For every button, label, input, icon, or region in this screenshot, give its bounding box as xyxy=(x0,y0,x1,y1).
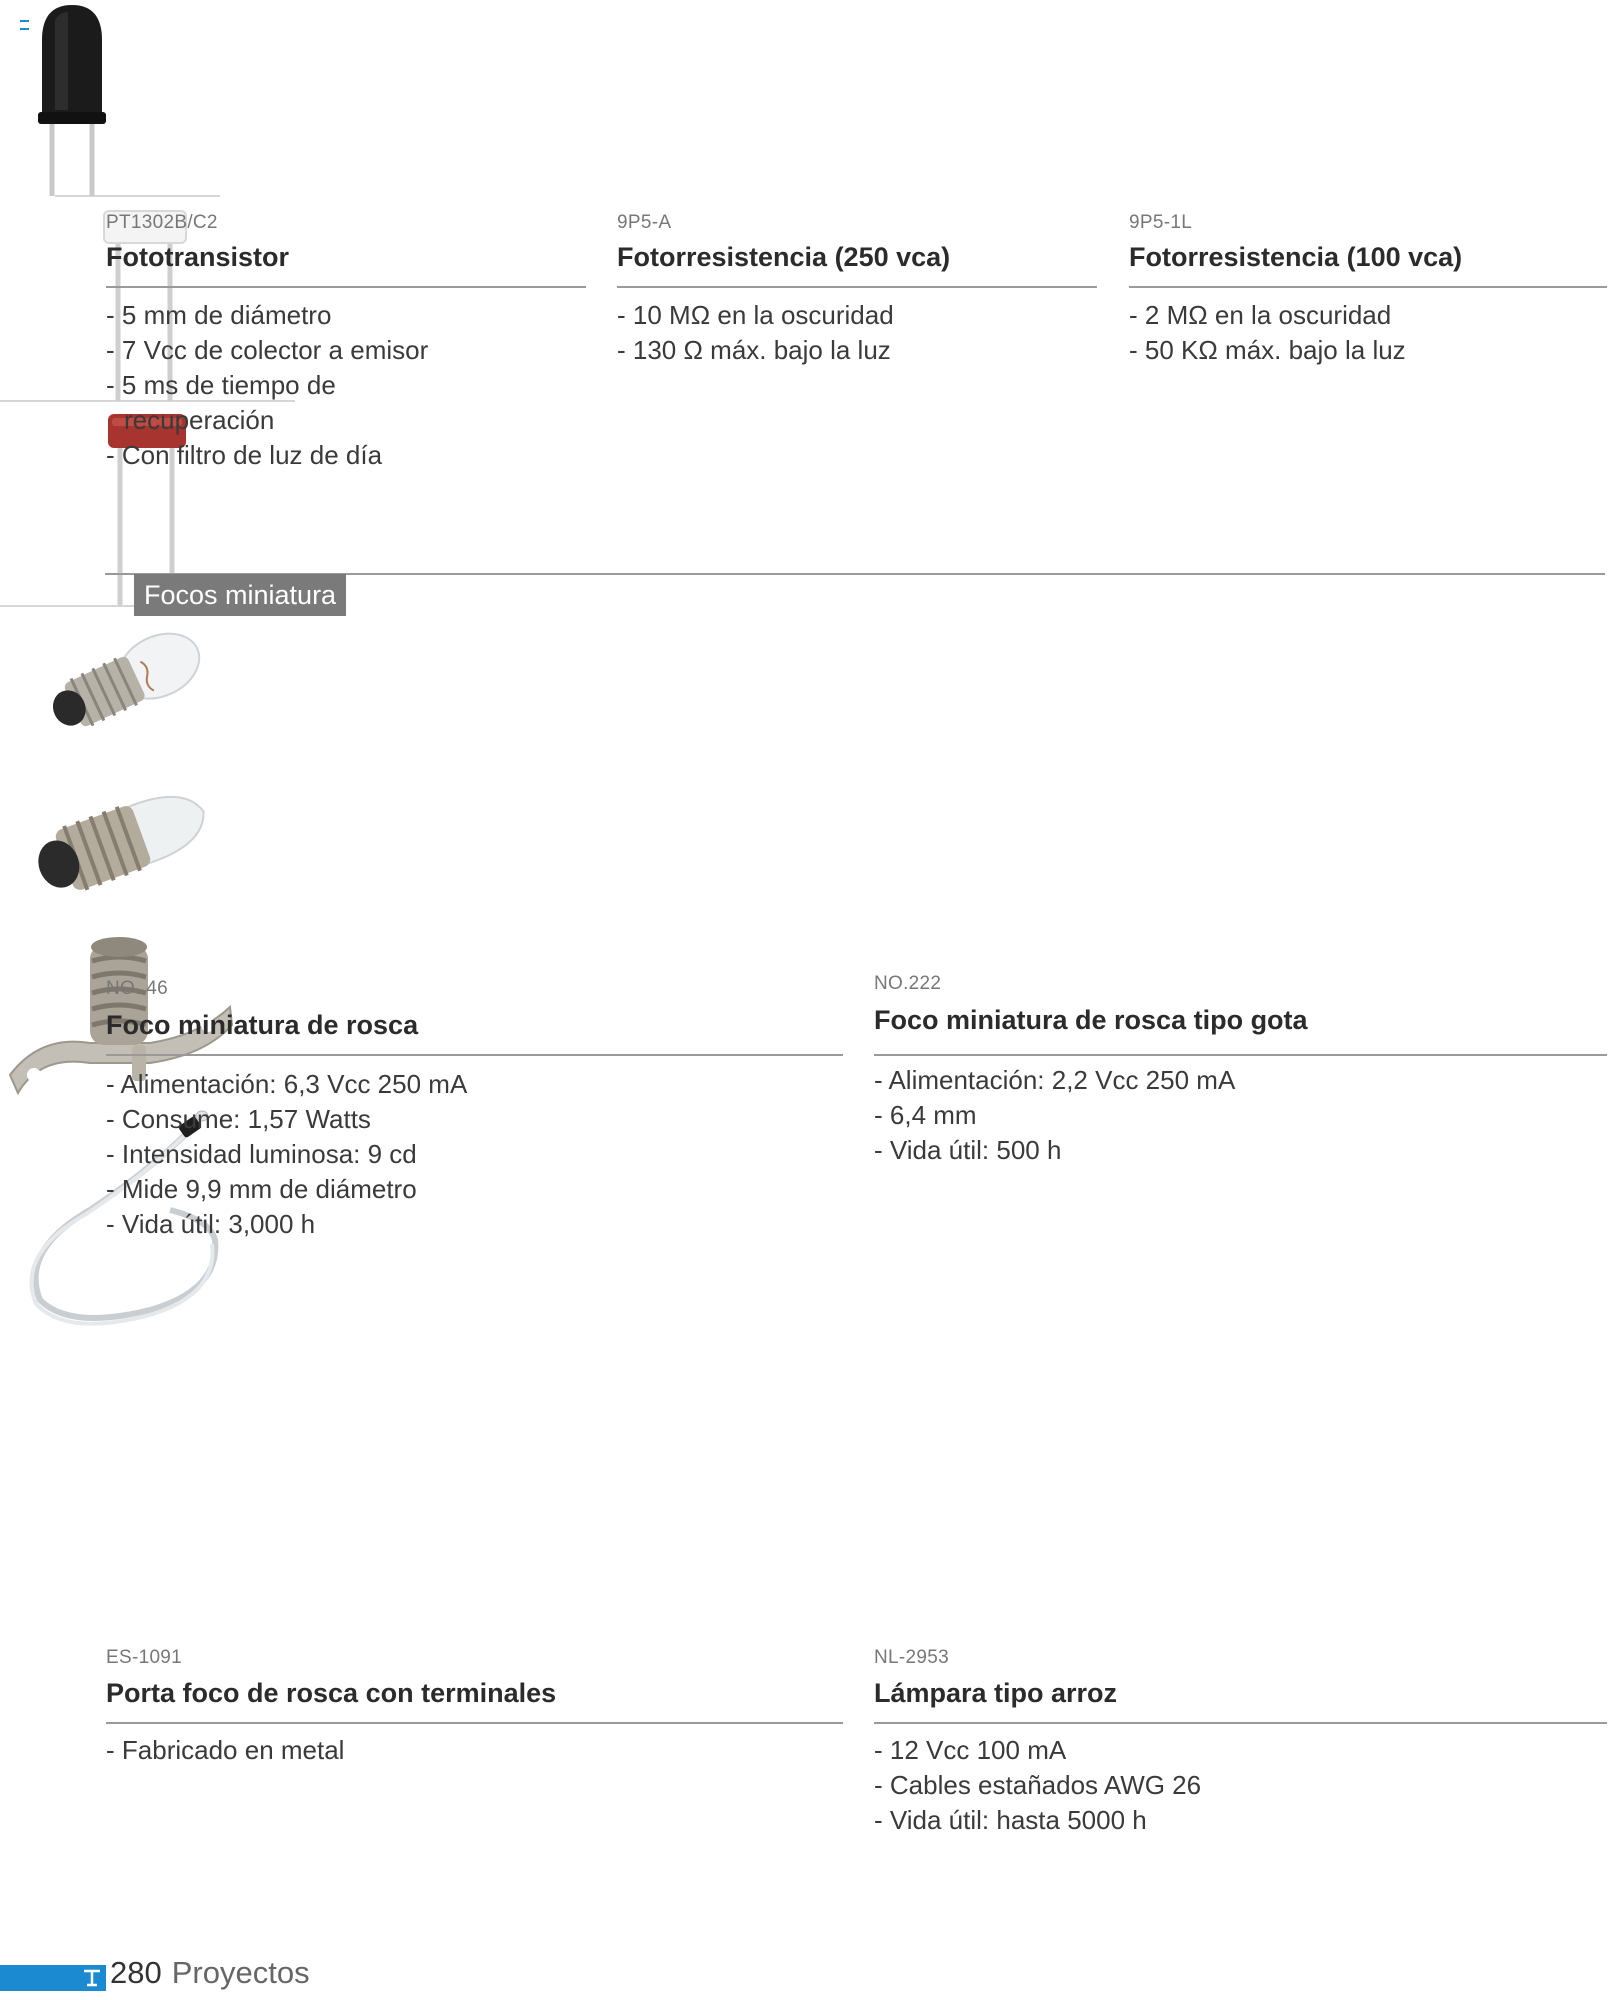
spec-item: - Vida útil: 3,000 h xyxy=(106,1207,706,1242)
spec-item: - 12 Vcc 100 mA xyxy=(874,1733,1474,1768)
spec-item: - 6,4 mm xyxy=(874,1098,1474,1133)
spec-item: - Vida útil: 500 h xyxy=(874,1133,1474,1168)
spec-list xyxy=(1129,298,1589,368)
spec-item: - 7 Vcc de colector a emisor xyxy=(106,333,506,368)
spec-item: - Fabricado en metal xyxy=(106,1733,706,1768)
product-name: Lámpara tipo arroz xyxy=(874,1678,1118,1708)
product-sku: NO. 46 xyxy=(106,978,168,999)
spec-item: - Alimentación: 6,3 Vcc 250 mA xyxy=(106,1067,706,1102)
product-name: Foco miniatura de rosca xyxy=(106,1010,419,1040)
screw-bulb-image xyxy=(0,615,230,765)
spec-item: - Vida útil: hasta 5000 h xyxy=(874,1803,1474,1838)
product-name: Foco miniatura de rosca tipo gota xyxy=(874,1005,1308,1035)
spec-item: - 50 KΩ máx. bajo la luz xyxy=(1129,333,1589,368)
spec-item: - 5 ms de tiempo de recuperación xyxy=(106,368,384,438)
phototransistor-image xyxy=(0,0,230,200)
spec-item: - Mide 9,9 mm de diámetro xyxy=(106,1172,706,1207)
spec-list xyxy=(106,1733,706,1768)
spec-item: - 2 MΩ en la oscuridad xyxy=(1129,298,1589,333)
product-sku: 9P5-1L xyxy=(1129,212,1193,233)
spec-item: - Intensidad luminosa: 9 cd xyxy=(106,1137,706,1172)
product-sku: PT1302B/C2 xyxy=(106,212,218,233)
spec-list xyxy=(106,298,506,473)
spec-list xyxy=(106,1067,706,1242)
divider xyxy=(874,1722,1607,1724)
product-sku: NL-2953 xyxy=(874,1647,949,1668)
spec-item: - Alimentación: 2,2 Vcc 250 mA xyxy=(874,1063,1474,1098)
footer-section-label: Proyectos xyxy=(171,1955,310,1990)
product-sku: ES-1091 xyxy=(106,1647,183,1668)
spec-list xyxy=(874,1063,1474,1168)
divider xyxy=(106,1054,843,1056)
corner-mark xyxy=(20,20,29,30)
tools-icon xyxy=(78,1965,106,1991)
divider xyxy=(874,1054,1607,1056)
spec-item: - 10 MΩ en la oscuridad xyxy=(617,298,1077,333)
divider xyxy=(106,1722,843,1724)
spec-item: - Cables estañados AWG 26 xyxy=(874,1768,1474,1803)
page-number: 280 xyxy=(110,1955,162,1990)
product-name: Fotorresistencia (250 vca) xyxy=(617,242,951,272)
footer-accent-bar xyxy=(0,1965,82,1991)
section-title: Focos miniatura xyxy=(134,574,346,616)
product-name: Fotorresistencia (100 vca) xyxy=(1129,242,1463,272)
spec-list xyxy=(617,298,1077,368)
divider xyxy=(106,286,586,288)
spec-item: - Consume: 1,57 Watts xyxy=(106,1102,706,1137)
spec-list xyxy=(874,1733,1474,1838)
product-name: Porta foco de rosca con terminales xyxy=(106,1678,557,1708)
product-sku: 9P5-A xyxy=(617,212,672,233)
drop-bulb-image xyxy=(0,770,240,920)
divider xyxy=(617,286,1097,288)
divider xyxy=(1129,286,1607,288)
spec-item: - 130 Ω máx. bajo la luz xyxy=(617,333,1077,368)
product-sku: NO.222 xyxy=(874,973,942,994)
footer xyxy=(110,1955,310,1991)
spec-item: - 5 mm de diámetro xyxy=(106,298,506,333)
spec-item: - Con filtro de luz de día xyxy=(106,438,506,473)
product-name: Fototransistor xyxy=(106,242,290,272)
